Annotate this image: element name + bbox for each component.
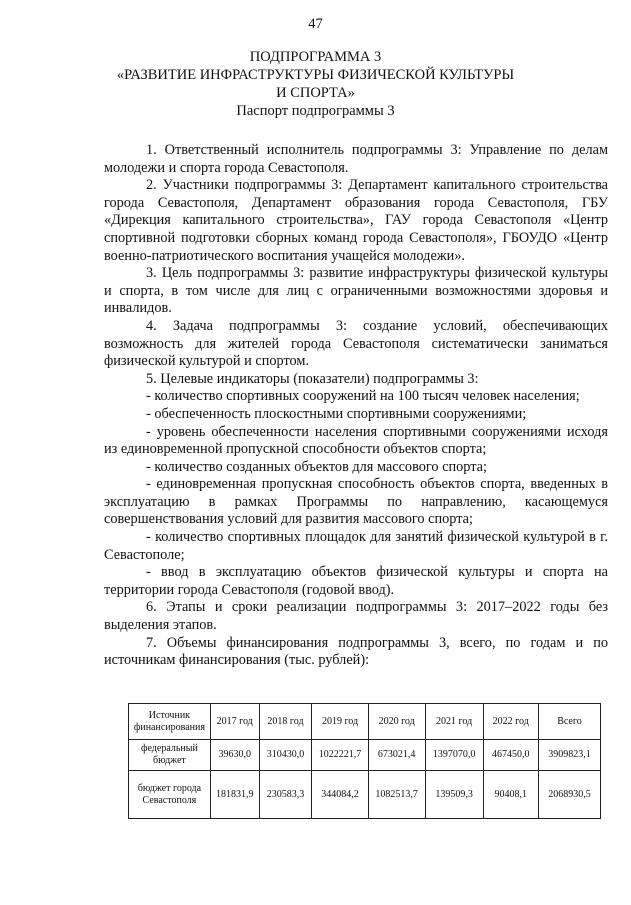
table-header-cell: 2020 год [368,704,425,740]
financing-table [128,703,601,819]
table-cell: 1397070,0 [425,740,483,771]
paragraph-responsible: 1. Ответственный исполнитель подпрограммы 3: Управление по делам молодежи и спорта города Севастополя. [104,142,608,176]
table-header-cell: Всего [538,704,600,740]
heading-subtitle: Паспорт подпрограммы 3 [236,103,395,119]
table-cell: бюджет города Севастополя [129,771,211,819]
indicator-item: - единовременная пропускная способность объектов спорта, введенных в эксплуатацию в рамках Программы по направлению, касающемуся совершенствования условий для развития массового спорта; [104,476,608,528]
table-cell: 1022221,7 [312,740,368,771]
page-number: 47 [308,16,323,32]
table-cell: 3909823,1 [538,740,600,771]
heading-line-1: ПОДПРОГРАММА 3 [249,49,382,65]
paragraph-goal: 3. Цель подпрограммы 3: развитие инфраструктуры физической культуры и спорта, в том числе для лиц с ограниченными возможностями здоровья и инвалидов. [104,265,608,317]
table-cell: 673021,4 [368,740,425,771]
table-cell: 139509,3 [425,771,483,819]
table-cell: федеральный бюджет [129,740,211,771]
paragraph-participants: 2. Участники подпрограммы 3: Департамент капитального строительства города Севастополя, Департамент образования города Севастополя, ГБУ «Дирекция капитального строительства», ГАУ города Севастополя «Центр спортивной подготовки сборных команд города Севастополя», ГБОУДО «Центр военно-патриотического воспитания учащейся молодежи». [104,177,608,264]
table-cell: 1082513,7 [368,771,425,819]
paragraph-task: 4. Задача подпрограммы 3: создание условий, обеспечивающих возможность для жителей города Севастополя систематически заниматься физической культурой и спортом. [104,317,608,370]
subprogram-heading [0,48,631,120]
table-cell: 181831,9 [210,771,259,819]
table-header-cell: Источник финансирования [129,704,211,740]
indicator-item: - уровень обеспеченности населения спортивными сооружениями исходя из единовременной пропускной способности объектов спорта; [104,423,608,458]
table-row [129,740,601,771]
indicator-item: - ввод в эксплуатацию объектов физической культуры и спорта на территории города Севастополя (годовой ввод). [104,564,608,598]
indicator-item: - количество созданных объектов для массового спорта; [146,458,487,475]
indicator-item: - количество спортивных площадок для занятий физической культурой в г. Севастополе; [104,529,608,563]
passport-body [104,142,608,670]
table-cell: 90408,1 [483,771,538,819]
table-row [129,771,601,819]
table-cell: 344084,2 [312,771,368,819]
table-header-cell: 2018 год [259,704,312,740]
table-header-cell: 2017 год [210,704,259,740]
table-header-cell: 2019 год [312,704,368,740]
paragraph-indicators: 5. Целевые индикаторы (показатели) подпрограммы 3: [146,370,479,387]
table-cell: 230583,3 [259,771,312,819]
paragraph-stages: 6. Этапы и сроки реализации подпрограммы 3: 2017–2022 годы без выделения этапов. [104,599,608,634]
indicator-item: - обеспеченность плоскостными спортивными сооружениями; [146,405,527,422]
heading-line-2: «РАЗВИТИЕ ИНФРАСТРУКТУРЫ ФИЗИЧЕСКОЙ КУЛЬТУРЫ [116,67,515,83]
indicator-item: - количество спортивных сооружений на 100 тысяч человек населения; [146,388,580,405]
table-cell: 39630,0 [210,740,259,771]
table-cell: 467450,0 [483,740,538,771]
table-cell: 310430,0 [259,740,312,771]
table-cell: 2068930,5 [538,771,600,819]
table-header-row [129,704,601,740]
heading-line-3: И СПОРТА» [276,85,355,101]
table-header-cell: 2021 год [425,704,483,740]
table-header-cell: 2022 год [483,704,538,740]
paragraph-financing: 7. Объемы финансирования подпрограммы 3, всего, по годам и по источникам финансирования (тыс. рублей): [104,634,608,669]
